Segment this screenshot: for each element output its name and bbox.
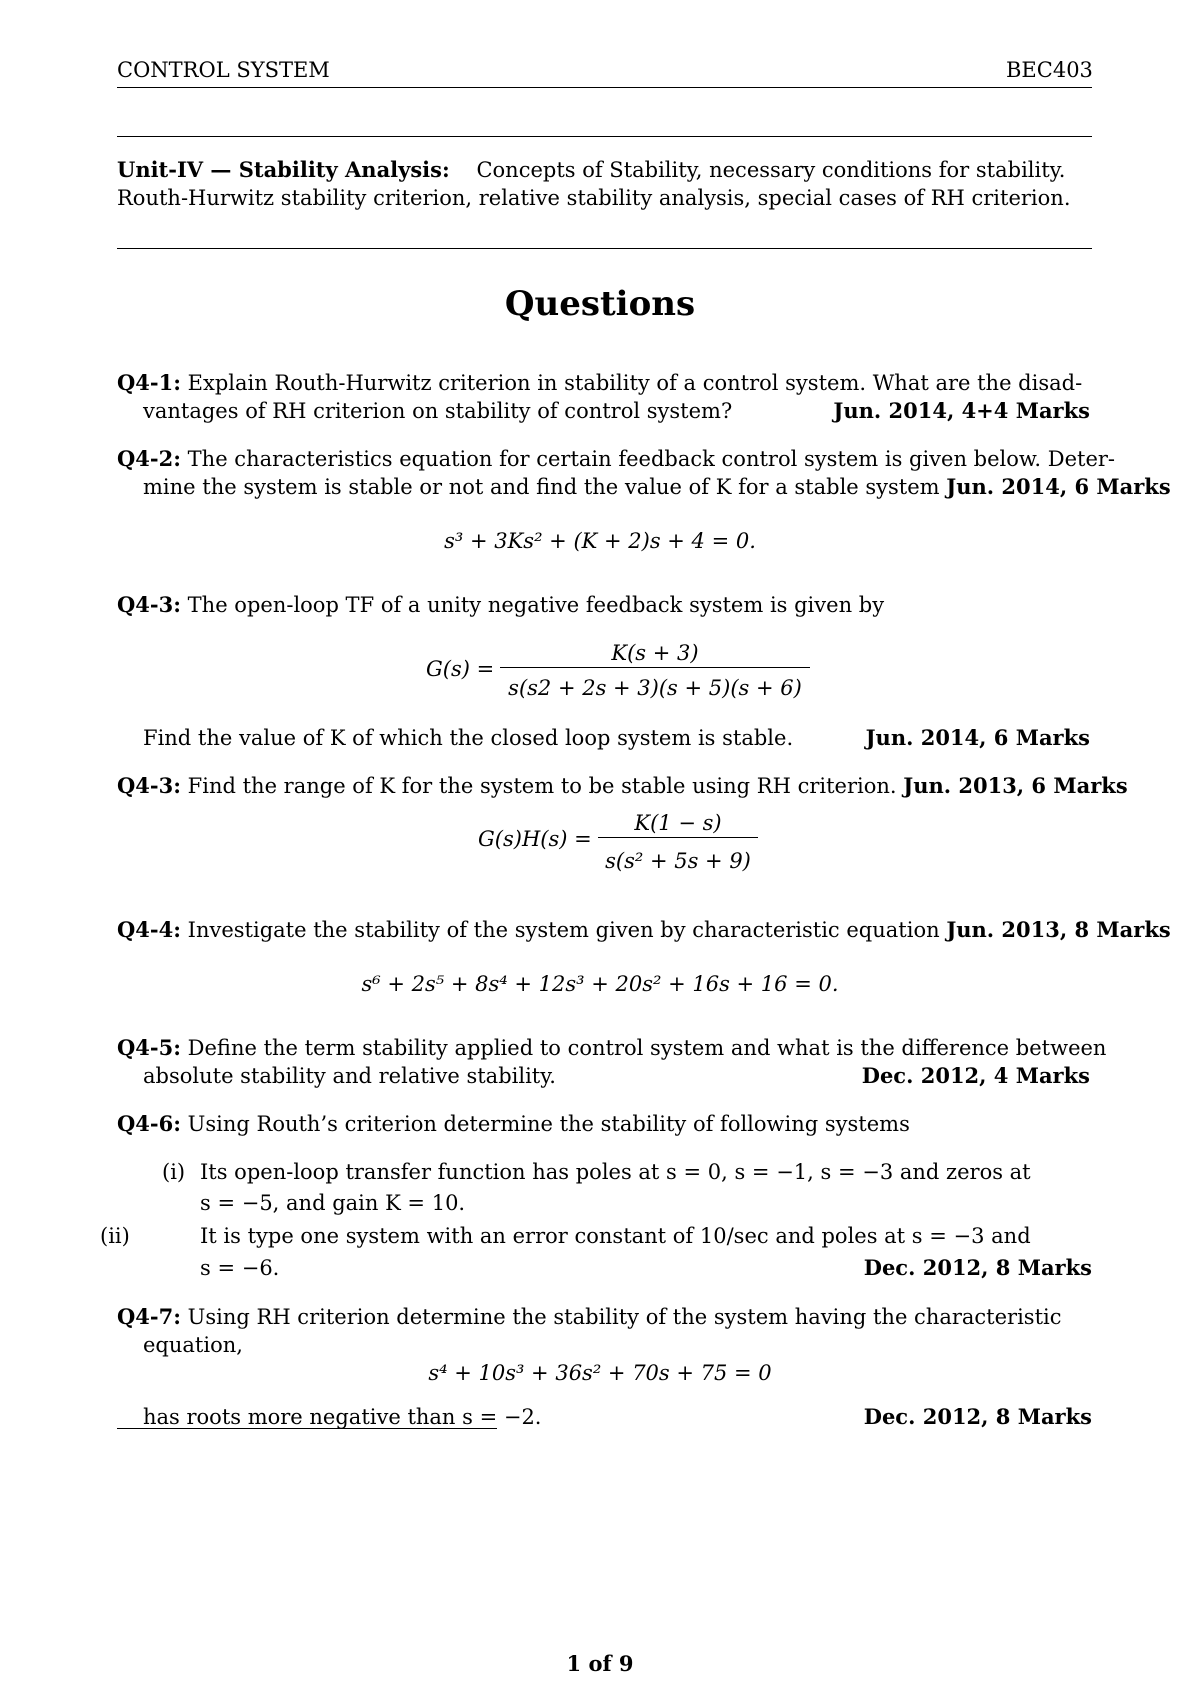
header-course-title: CONTROL SYSTEM xyxy=(117,58,330,82)
question-7-number: Q4-6: xyxy=(117,1111,181,1136)
question-8-line2: equation, xyxy=(143,1333,243,1357)
question-2-line2 xyxy=(143,473,1171,501)
question-7-item1-line1: Its open-loop transfer function has poles at s = 0, s = −1, s = −3 and zeros at xyxy=(200,1160,1031,1184)
question-2-text-2: mine the system is stable or not and find the value of K for a stable system xyxy=(143,475,940,499)
unit-label: Unit-IV — Stability Analysis: xyxy=(117,157,450,182)
question-3-after: Find the value of K of which the closed loop system is stable. xyxy=(143,726,794,750)
question-5-text: Investigate the stability of the system given by characteristic equation xyxy=(187,918,940,942)
question-2-text: The characteristics equation for certain feedback control system is given below. Deter- xyxy=(187,447,1116,471)
question-8-equation: s⁴ + 10s³ + 36s² + 70s + 75 = 0 xyxy=(428,1361,772,1385)
question-7-item2-line2: s = −6. xyxy=(200,1256,280,1280)
header-course-code: BEC403 xyxy=(1006,58,1093,82)
question-5-equation: s⁶ + 2s⁵ + 8s⁴ + 12s³ + 20s² + 16s + 16 = 0. xyxy=(361,972,839,996)
question-1-text: Explain Routh-Hurwitz criterion in stability of a control system. What are the disad- xyxy=(187,371,1083,395)
question-8-text: Using RH criterion determine the stability of the system having the characteristic xyxy=(187,1305,1062,1329)
question-5-line1 xyxy=(117,916,1171,944)
question-7-item2-line1: It is type one system with an error constant of 10/sec and poles at s = −3 and xyxy=(200,1224,1031,1248)
question-1-number: Q4-1: xyxy=(117,370,181,395)
question-4-line1 xyxy=(117,772,1128,800)
question-3-number: Q4-3: xyxy=(117,592,181,617)
question-3-fraction-bar xyxy=(500,667,810,668)
question-7-item1-line2: s = −5, and gain K = 10. xyxy=(200,1191,466,1215)
unit-summary-line1 xyxy=(117,156,1065,184)
question-2-equation: s³ + 3Ks² + (K + 2)s + 4 = 0. xyxy=(444,529,756,553)
question-1-line2: vantages of RH criterion on stability of control system? xyxy=(143,399,733,423)
unit-top-rule xyxy=(117,136,1092,137)
question-8-underline xyxy=(117,1428,497,1429)
question-2-marks: Jun. 2014, 6 Marks xyxy=(946,474,1171,499)
unit-summary-line2: Routh-Hurwitz stability criterion, relative stability analysis, special cases of RH criterion. xyxy=(117,186,1071,210)
question-6-line2: absolute stability and relative stability. xyxy=(143,1064,556,1088)
question-1-line1 xyxy=(117,369,1082,397)
page-number: 1 of 9 xyxy=(566,1651,634,1676)
question-3-denominator: s(s2 + 2s + 3)(s + 5)(s + 6) xyxy=(508,676,802,700)
question-7-text: Using Routh’s criterion determine the stability of following systems xyxy=(187,1112,910,1136)
question-4-numerator: K(1 − s) xyxy=(634,811,722,835)
question-7-line1 xyxy=(117,1110,910,1138)
question-4-marks: Jun. 2013, 6 Marks xyxy=(903,773,1128,798)
header-rule xyxy=(117,87,1092,88)
question-4-fraction-bar xyxy=(598,837,758,838)
unit-bottom-rule xyxy=(117,248,1092,249)
question-6-text: Define the term stability applied to control system and what is the difference between xyxy=(187,1036,1107,1060)
question-5-marks: Jun. 2013, 8 Marks xyxy=(946,917,1171,942)
question-4-text: Find the range of K for the system to be stable using RH criterion. xyxy=(187,774,897,798)
question-3-marks: Jun. 2014, 6 Marks xyxy=(865,725,1090,750)
question-6-marks: Dec. 2012, 4 Marks xyxy=(861,1063,1090,1088)
question-6-number: Q4-5: xyxy=(117,1035,181,1060)
question-8-number: Q4-7: xyxy=(117,1304,181,1329)
question-4-number: Q4-3: xyxy=(117,773,181,798)
question-2-line1 xyxy=(117,445,1115,473)
question-5-number: Q4-4: xyxy=(117,917,181,942)
question-3-text: The open-loop TF of a unity negative feedback system is given by xyxy=(187,593,885,617)
question-7-item2-label: (ii) xyxy=(100,1224,130,1248)
question-8-after: has roots more negative than s = −2. xyxy=(143,1405,542,1429)
question-7-item1-label: (i) xyxy=(162,1160,186,1184)
unit-topics-1: Concepts of Stability, necessary conditions for stability. xyxy=(476,158,1066,182)
question-2-number: Q4-2: xyxy=(117,446,181,471)
question-4-lhs: G(s)H(s) = xyxy=(478,827,592,851)
page-title: Questions xyxy=(504,284,696,324)
question-8-marks: Dec. 2012, 8 Marks xyxy=(863,1404,1092,1429)
question-3-numerator: K(s + 3) xyxy=(611,641,699,665)
question-8-line1 xyxy=(117,1303,1062,1331)
question-1-marks: Jun. 2014, 4+4 Marks xyxy=(833,398,1090,423)
question-6-line1 xyxy=(117,1034,1106,1062)
question-3-line1 xyxy=(117,591,884,619)
question-3-lhs: G(s) = xyxy=(426,657,495,681)
question-4-denominator: s(s² + 5s + 9) xyxy=(605,849,751,873)
question-7-marks: Dec. 2012, 8 Marks xyxy=(863,1255,1092,1280)
